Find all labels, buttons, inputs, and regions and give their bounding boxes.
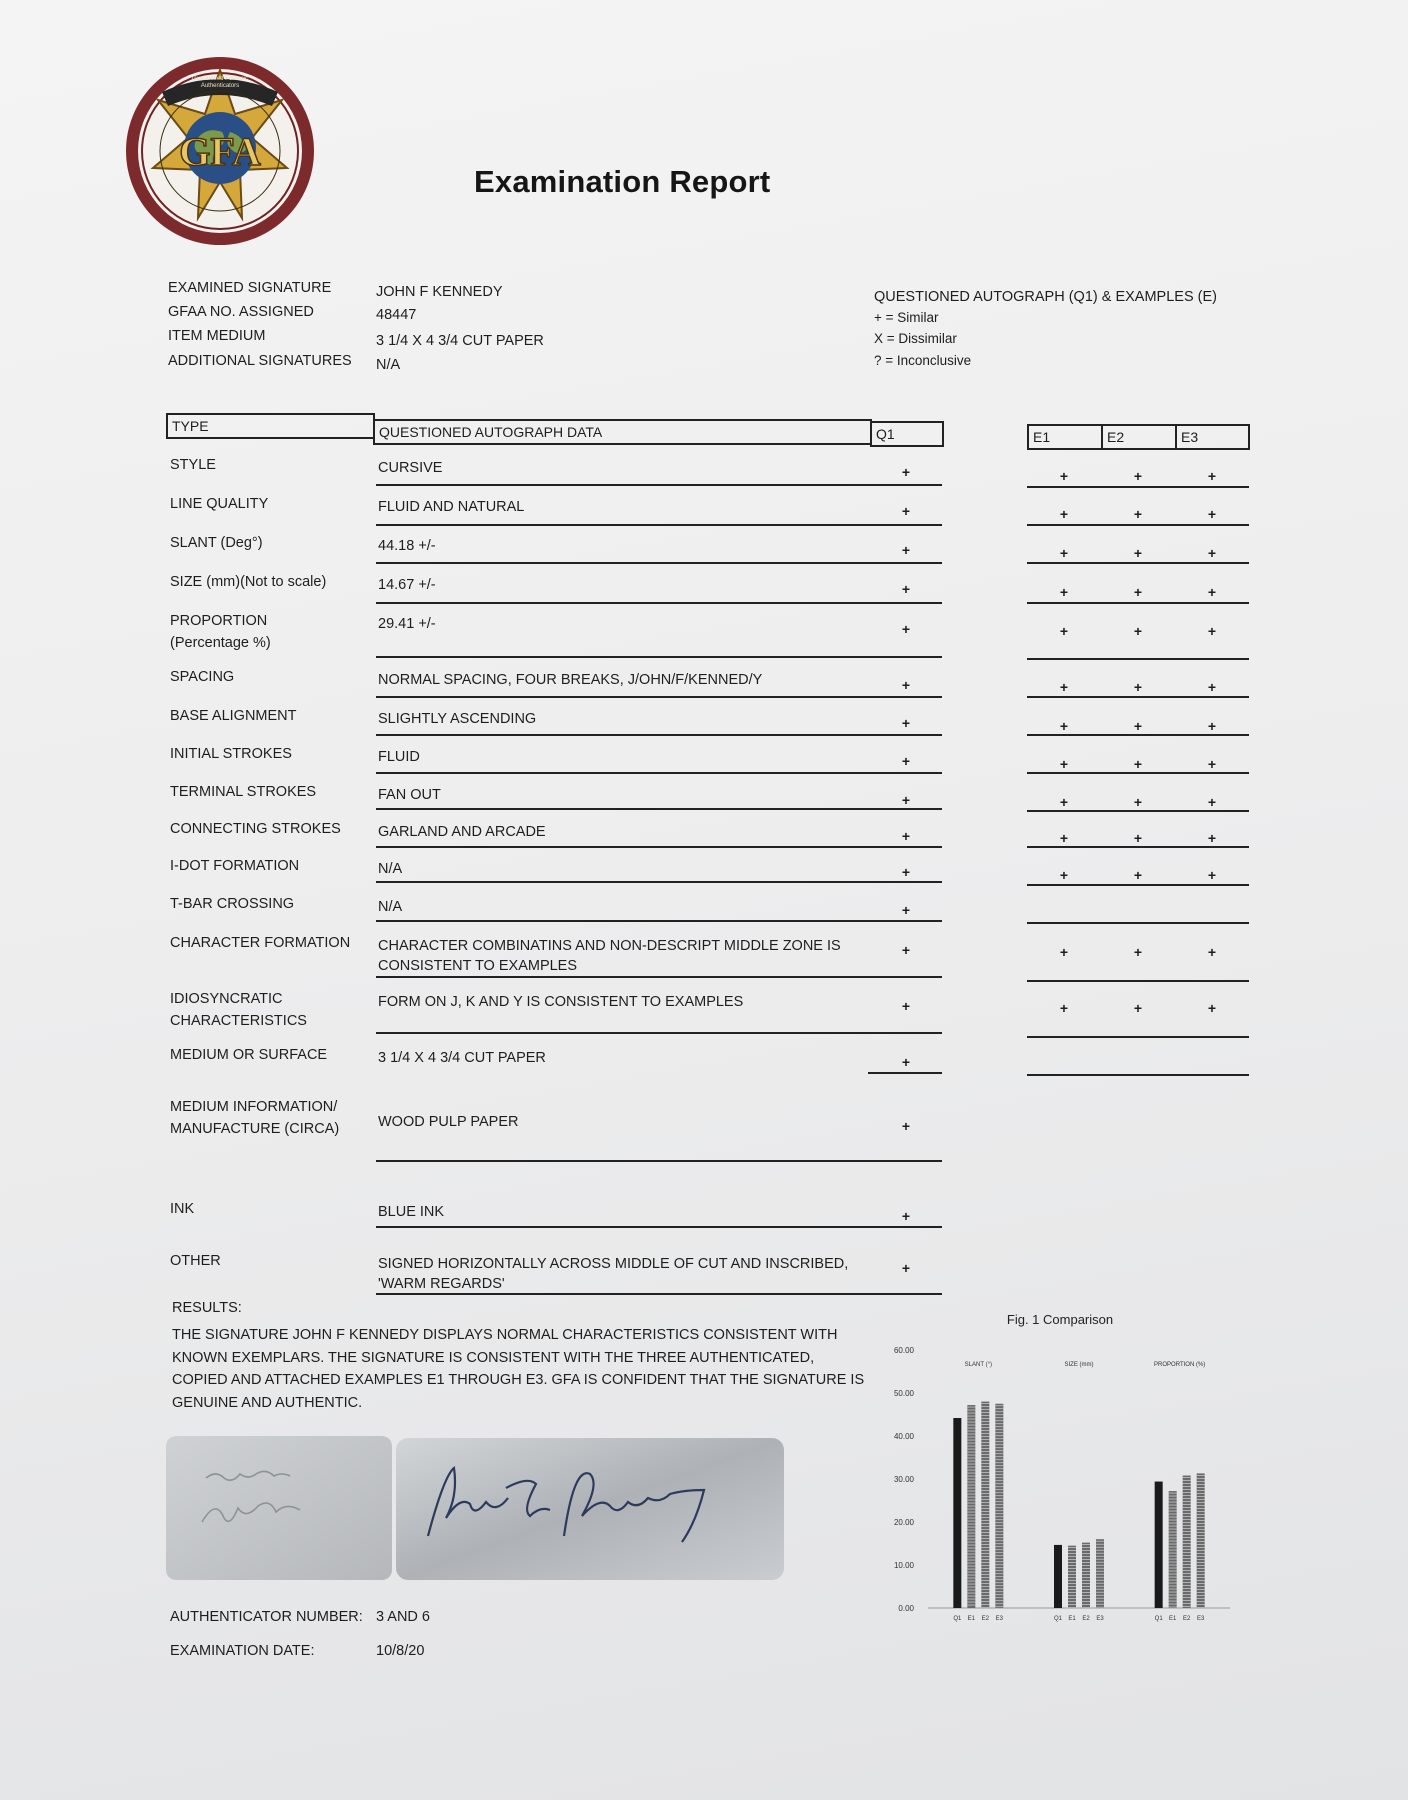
q1-mark: + — [901, 792, 911, 808]
authenticator-number-label: AUTHENTICATOR NUMBER: — [170, 1609, 363, 1625]
meta-value: JOHN F KENNEDY — [376, 284, 503, 300]
x-tick-label: E3 — [995, 1616, 1004, 1622]
q1-mark: + — [901, 1118, 911, 1134]
example-mark-e3: + — [1207, 623, 1217, 639]
examples-underline — [1027, 734, 1249, 736]
q1-mark: + — [901, 621, 911, 637]
row-label-line2: MANUFACTURE (CIRCA) — [170, 1121, 340, 1137]
row-underline — [868, 1072, 942, 1074]
page-title: Examination Report — [474, 164, 771, 199]
row-data: BLUE INK — [378, 1204, 445, 1220]
group-label: PROPORTION (%) — [1154, 1362, 1206, 1368]
row-label-line2: (Percentage %) — [170, 635, 271, 651]
examples-underline — [1027, 658, 1249, 660]
row-data: N/A — [378, 899, 403, 915]
example-mark-e2: + — [1133, 1000, 1143, 1016]
example-mark-e2: + — [1133, 545, 1143, 561]
example-mark-e2: + — [1133, 468, 1143, 484]
y-tick-label: 60.00 — [893, 1346, 914, 1355]
q1-mark: + — [901, 998, 911, 1014]
q1-mark: + — [901, 942, 911, 958]
row-underline — [376, 656, 942, 658]
row-underline — [376, 881, 942, 883]
example-mark-e3: + — [1207, 506, 1217, 522]
example-mark-e3: + — [1207, 794, 1217, 810]
row-data: SLIGHTLY ASCENDING — [378, 711, 537, 727]
row-underline — [376, 524, 942, 526]
example-mark-e2: + — [1133, 623, 1143, 639]
example-mark-e1: + — [1059, 718, 1069, 734]
example-mark-e2: + — [1133, 944, 1143, 960]
q1-mark: + — [901, 677, 911, 693]
legend-heading: QUESTIONED AUTOGRAPH (Q1) & EXAMPLES (E) — [874, 289, 1217, 305]
row-underline — [376, 920, 942, 922]
x-tick-label: E1 — [1168, 1616, 1177, 1622]
row-label: SPACING — [170, 669, 235, 685]
meta-label: ADDITIONAL SIGNATURES — [168, 353, 352, 369]
bar-e1 — [1169, 1491, 1177, 1608]
row-underline — [376, 846, 942, 848]
example-mark-e2: + — [1133, 718, 1143, 734]
examples-underline — [1027, 772, 1249, 774]
row-underline — [376, 484, 942, 486]
q1-mark: + — [901, 715, 911, 731]
row-data: FLUID AND NATURAL — [378, 499, 525, 515]
header-data: QUESTIONED AUTOGRAPH DATA — [373, 419, 872, 445]
chart-title: Fig. 1 Comparison — [1006, 1312, 1114, 1327]
y-tick-label: 10.00 — [893, 1561, 914, 1570]
row-underline — [376, 602, 942, 604]
q1-mark: + — [901, 828, 911, 844]
example-mark-e2: + — [1133, 867, 1143, 883]
row-label: INK — [170, 1201, 195, 1217]
examples-underline — [1027, 1074, 1249, 1076]
example-mark-e3: + — [1207, 830, 1217, 846]
meta-value: 48447 — [376, 307, 417, 323]
examples-underline — [1027, 524, 1249, 526]
row-underline — [376, 1226, 942, 1228]
y-tick-label: 30.00 — [893, 1475, 914, 1484]
row-label: CHARACTER FORMATION — [170, 935, 351, 951]
examples-underline — [1027, 486, 1249, 488]
legend-dissimilar: X = Dissimilar — [874, 331, 957, 346]
example-mark-e1: + — [1059, 830, 1069, 846]
q1-mark: + — [901, 503, 911, 519]
bar-e1 — [967, 1405, 975, 1608]
example-mark-e3: + — [1207, 1000, 1217, 1016]
example-mark-e1: + — [1059, 944, 1069, 960]
examples-underline — [1027, 602, 1249, 604]
row-data: FORM ON J, K AND Y IS CONSISTENT TO EXAMPLES — [378, 994, 744, 1010]
meta-value: N/A — [376, 357, 401, 373]
comparison-chart — [880, 1306, 1240, 1636]
q1-mark: + — [901, 1054, 911, 1070]
examples-underline — [1027, 884, 1249, 886]
row-label: PROPORTION — [170, 613, 268, 629]
row-underline — [376, 1032, 942, 1034]
examination-date-value: 10/8/20 — [376, 1643, 425, 1659]
row-data: GARLAND AND ARCADE — [378, 824, 546, 840]
x-tick-label: Q1 — [1154, 1616, 1163, 1622]
examples-underline — [1027, 1036, 1249, 1038]
bar-q1 — [1054, 1545, 1062, 1608]
results-label: RESULTS: — [172, 1300, 242, 1316]
example-mark-e2: + — [1133, 584, 1143, 600]
y-tick-label: 0.00 — [898, 1604, 914, 1613]
example-mark-e3: + — [1207, 468, 1217, 484]
row-data: 14.67 +/- — [378, 577, 436, 593]
row-underline — [376, 696, 942, 698]
meta-label: ITEM MEDIUM — [168, 328, 266, 344]
results-text: THE SIGNATURE JOHN F KENNEDY DISPLAYS NORMAL CHARACTERISTICS CONSISTENT WITH KNOWN EXEMPLARS. THE SIGNATURE IS CONSISTENT WITH THE THREE AUTHENTICATED, COPIED AND ATTACHED EXAMPLES E1 THROUGH E3. GFA IS CONFIDENT THAT THE SIGNATURE IS GENUINE AND AUTHENTIC. — [172, 1327, 865, 1411]
row-data: FLUID — [378, 749, 420, 765]
header-type: TYPE — [166, 413, 375, 439]
row-label: CONNECTING STROKES — [170, 821, 341, 837]
row-underline — [376, 808, 942, 810]
signature-images — [166, 1436, 784, 1580]
legend-inconclusive: ? = Inconclusive — [874, 353, 972, 368]
x-tick-label: Q1 — [953, 1616, 962, 1622]
header-e3: E3 — [1175, 424, 1250, 450]
authenticator-number-value: 3 AND 6 — [376, 1609, 430, 1625]
y-tick-label: 40.00 — [893, 1432, 914, 1441]
header-e2: E2 — [1101, 424, 1177, 450]
example-mark-e1: + — [1059, 584, 1069, 600]
x-tick-label: E2 — [981, 1616, 990, 1622]
row-label: LINE QUALITY — [170, 496, 269, 512]
examples-underline — [1027, 562, 1249, 564]
example-mark-e3: + — [1207, 756, 1217, 772]
example-mark-e1: + — [1059, 468, 1069, 484]
q1-mark: + — [901, 1208, 911, 1224]
header-e1: E1 — [1027, 424, 1103, 450]
example-mark-e1: + — [1059, 545, 1069, 561]
x-tick-label: E1 — [1068, 1616, 1076, 1622]
q1-mark: + — [901, 542, 911, 558]
row-underline — [376, 1293, 942, 1295]
row-data: FAN OUT — [378, 787, 441, 803]
logo-text: GFA — [179, 129, 261, 174]
examples-underline — [1027, 696, 1249, 698]
examples-underline — [1027, 810, 1249, 812]
row-label: SLANT (Deg°) — [170, 535, 263, 551]
examples-underline — [1027, 846, 1249, 848]
row-data-line2: 'WARM REGARDS' — [378, 1276, 505, 1292]
bar-e2 — [981, 1402, 989, 1608]
row-label: I-DOT FORMATION — [170, 858, 300, 874]
row-label: MEDIUM INFORMATION/ — [170, 1099, 338, 1115]
example-mark-e2: + — [1133, 830, 1143, 846]
row-label: SIZE (mm)(Not to scale) — [170, 574, 327, 590]
row-label: BASE ALIGNMENT — [170, 708, 297, 724]
q1-mark: + — [901, 753, 911, 769]
q1-mark: + — [901, 864, 911, 880]
group-label: SLANT (°) — [964, 1362, 992, 1368]
example-mark-e1: + — [1059, 506, 1069, 522]
x-tick-label: E1 — [967, 1616, 976, 1622]
y-tick-label: 20.00 — [893, 1518, 914, 1527]
examples-underline — [1027, 922, 1249, 924]
bar-q1 — [1155, 1482, 1163, 1608]
group-label: SIZE (mm) — [1064, 1362, 1094, 1368]
row-label: INITIAL STROKES — [170, 746, 292, 762]
row-data: N/A — [378, 861, 403, 877]
example-mark-e3: + — [1207, 944, 1217, 960]
row-label: OTHER — [170, 1253, 221, 1269]
row-data: CURSIVE — [378, 460, 443, 476]
q1-mark: + — [901, 581, 911, 597]
example-mark-e2: + — [1133, 679, 1143, 695]
x-tick-label: Q1 — [1053, 1616, 1063, 1622]
q1-mark: + — [901, 1260, 911, 1276]
row-data-line2: CONSISTENT TO EXAMPLES — [378, 958, 578, 974]
logo-banner-text: Guaranteed Forensic Authenticators — [191, 76, 249, 89]
q1-mark: + — [901, 464, 911, 480]
example-mark-e3: + — [1207, 584, 1217, 600]
example-mark-e1: + — [1059, 867, 1069, 883]
header-q1: Q1 — [870, 421, 944, 447]
row-data: SIGNED HORIZONTALLY ACROSS MIDDLE OF CUT AND INSCRIBED, — [378, 1256, 849, 1272]
examples-underline — [1027, 980, 1249, 982]
bar-e3 — [995, 1404, 1003, 1608]
row-underline — [376, 1160, 942, 1162]
row-label: TERMINAL STROKES — [170, 784, 317, 800]
row-data: 29.41 +/- — [378, 616, 436, 632]
row-underline — [376, 734, 942, 736]
row-data: 3 1/4 X 4 3/4 CUT PAPER — [378, 1050, 546, 1066]
q1-mark: + — [901, 902, 911, 918]
x-tick-label: E3 — [1196, 1616, 1205, 1622]
x-tick-label: E2 — [1082, 1616, 1090, 1622]
meta-value: 3 1/4 X 4 3/4 CUT PAPER — [376, 333, 544, 349]
examination-date-label: EXAMINATION DATE: — [170, 1643, 315, 1659]
bar-e2 — [1082, 1543, 1090, 1608]
example-mark-e1: + — [1059, 1000, 1069, 1016]
legend-similar: + = Similar — [874, 310, 939, 325]
example-mark-e3: + — [1207, 545, 1217, 561]
row-underline — [376, 772, 942, 774]
example-mark-e3: + — [1207, 679, 1217, 695]
row-label: T-BAR CROSSING — [170, 896, 295, 912]
example-mark-e2: + — [1133, 506, 1143, 522]
bar-e3 — [1096, 1539, 1104, 1608]
example-mark-e1: + — [1059, 623, 1069, 639]
example-mark-e2: + — [1133, 794, 1143, 810]
row-label: STYLE — [170, 457, 216, 473]
row-data: CHARACTER COMBINATINS AND NON-DESCRIPT MIDDLE ZONE IS — [378, 938, 841, 954]
example-mark-e1: + — [1059, 794, 1069, 810]
row-underline — [376, 976, 942, 978]
row-label-line2: CHARACTERISTICS — [170, 1013, 307, 1029]
row-underline — [376, 562, 942, 564]
row-data: 44.18 +/- — [378, 538, 436, 554]
example-mark-e1: + — [1059, 679, 1069, 695]
y-tick-label: 50.00 — [893, 1389, 914, 1398]
row-data: WOOD PULP PAPER — [378, 1114, 519, 1130]
bar-q1 — [953, 1418, 961, 1608]
example-mark-e2: + — [1133, 756, 1143, 772]
row-label: IDIOSYNCRATIC — [170, 991, 283, 1007]
row-data: NORMAL SPACING, FOUR BREAKS, J/OHN/F/KENNED/Y — [378, 672, 763, 688]
meta-label: GFAA NO. ASSIGNED — [168, 304, 314, 320]
example-mark-e1: + — [1059, 756, 1069, 772]
row-label: MEDIUM OR SURFACE — [170, 1047, 328, 1063]
x-tick-label: E2 — [1182, 1616, 1191, 1622]
example-mark-e3: + — [1207, 718, 1217, 734]
x-tick-label: E3 — [1096, 1616, 1104, 1622]
example-mark-e3: + — [1207, 867, 1217, 883]
meta-label: EXAMINED SIGNATURE — [168, 280, 332, 296]
